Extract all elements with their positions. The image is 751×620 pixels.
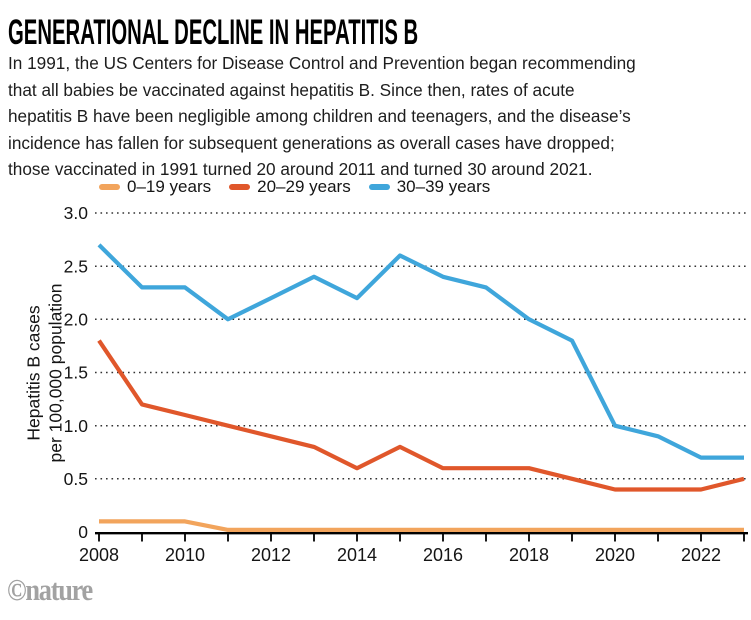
legend-label: 20–29 years (257, 177, 351, 196)
page-title-text: GENERATIONAL DECLINE IN HEPATITIS B (8, 13, 419, 52)
x-tick-label: 2010 (164, 545, 206, 565)
nature-logo-text: ©nature (7, 572, 92, 607)
y-tick-label: 2.5 (63, 256, 88, 277)
y-tick-label: 2.0 (63, 309, 88, 330)
description-line: hepatitis B have been negligible among children and teenagers, and the disease’s (8, 106, 631, 127)
series-line-20-29-years (99, 341, 744, 490)
x-tick-label: 2008 (78, 545, 120, 565)
x-tick-label: 2018 (508, 545, 550, 565)
x-tick-label: 2012 (250, 545, 292, 565)
x-tick-label: 2022 (680, 545, 722, 565)
series-line-30-39-years (99, 245, 744, 458)
y-tick-label: 0.5 (63, 469, 88, 489)
nature-logo (7, 572, 107, 608)
description-line: that all babies be vaccinated against hepatitis B. Since then, rates of acute (8, 79, 575, 100)
y-tick-label: 0 (78, 522, 88, 543)
description-line: incidence has fallen for subsequent generations as overall cases have dropped; (8, 132, 615, 153)
x-tick-label: 2016 (422, 545, 464, 565)
y-tick-label: 3.0 (63, 203, 88, 224)
y-axis-title-line: per 100,000 population (45, 283, 65, 463)
y-tick-label: 1.0 (63, 415, 88, 436)
description-line: those vaccinated in 1991 turned 20 around 2011 and turned 30 around 2021. (8, 159, 593, 180)
x-tick-label: 2020 (594, 545, 636, 565)
series-line-0-19-years (99, 521, 744, 530)
legend-label: 0–19 years (127, 177, 212, 196)
legend-label: 30–39 years (396, 177, 491, 196)
description-line: In 1991, the US Centers for Disease Control and Prevention began recommending (8, 53, 636, 73)
x-tick-label: 2014 (336, 545, 378, 565)
y-axis-title-line: Hepatitis B cases (23, 305, 44, 441)
y-tick-label: 1.5 (63, 362, 88, 383)
